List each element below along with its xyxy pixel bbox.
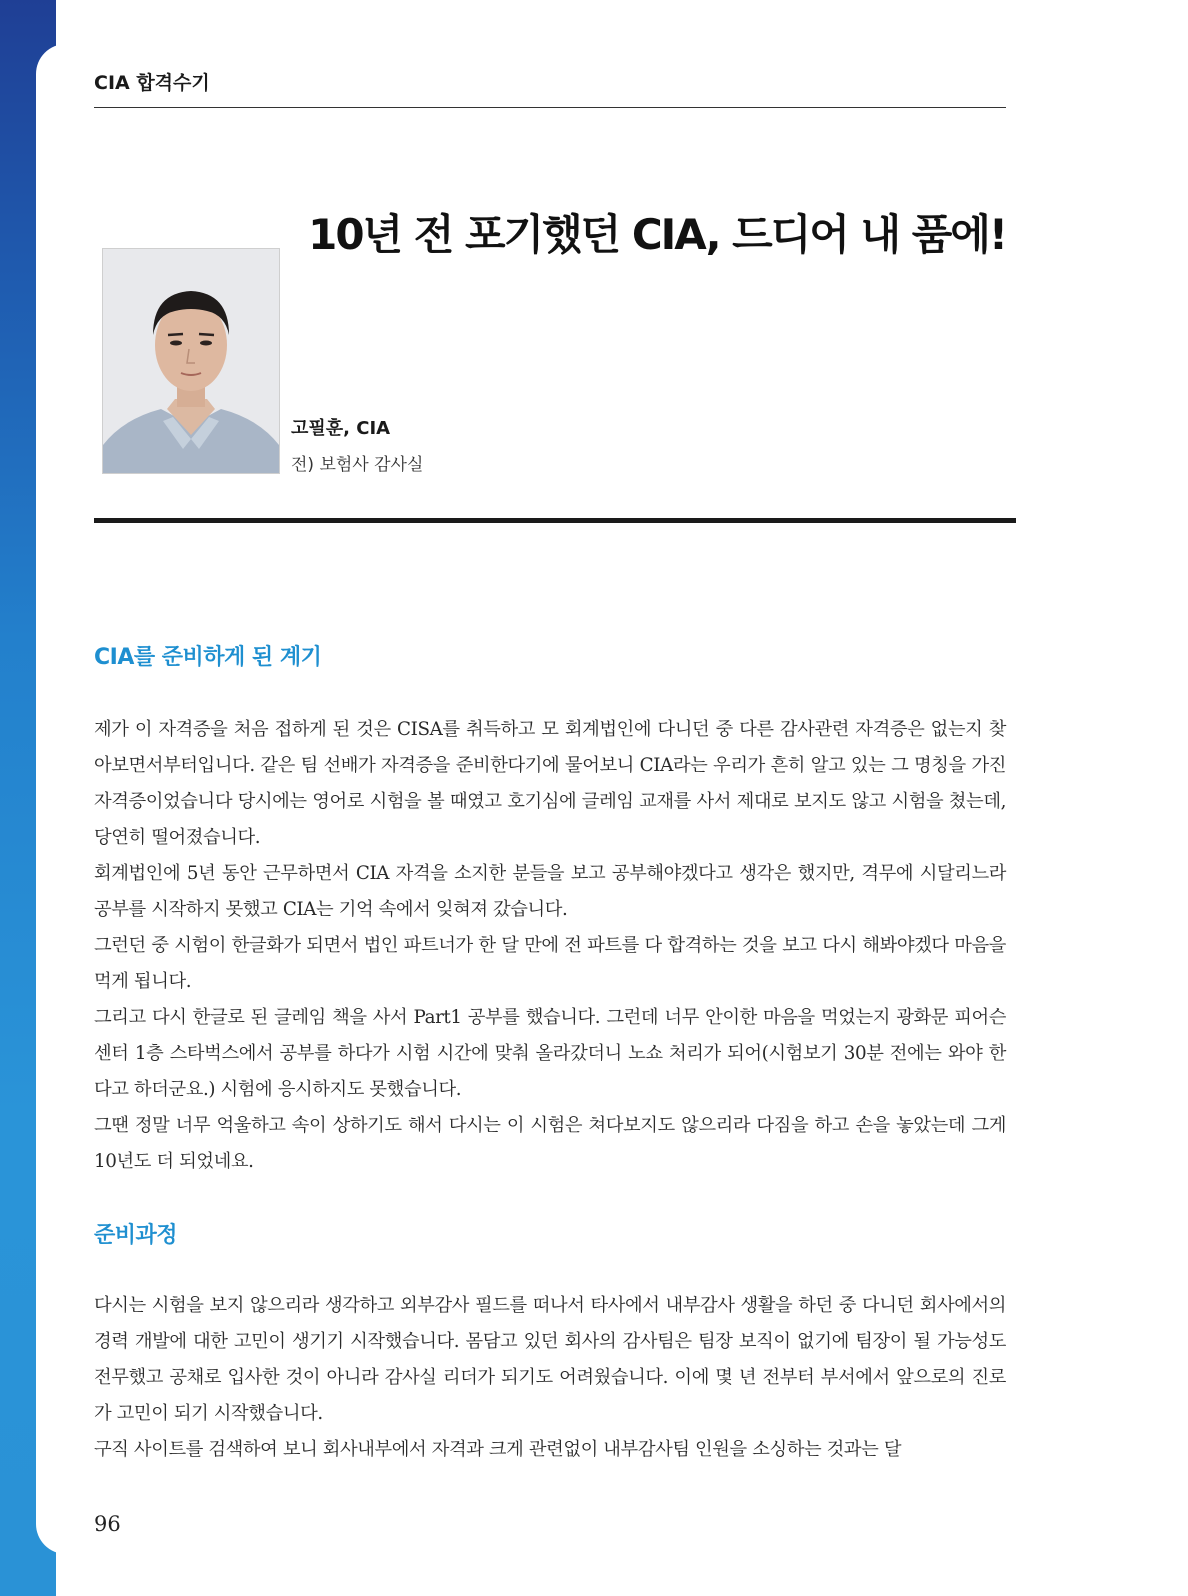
paragraph: 그리고 다시 한글로 된 글레임 책을 사서 Part1 공부를 했습니다. 그런데 너무 안이한 마음을 먹었는지 광화문 피어슨 센터 1층 스타벅스에서 공부를 하다가 시험 시간에 맞춰 올라갔더니 노쇼 처리가 되어(시험보기 30분 전에는 와야 한다고 하더군요.) 시험에 응시하지도 못했습니다. [94, 1007, 1006, 1100]
paragraph: 구직 사이트를 검색하여 보니 회사내부에서 자격과 크게 관련없이 내부감사팀 인원을 소싱하는 것과는 달 [94, 1439, 902, 1460]
author-photo [102, 248, 280, 474]
section-body-motivation [94, 712, 1006, 1180]
title-divider [94, 518, 1016, 523]
paragraph: 회계법인에 5년 동안 근무하면서 CIA 자격을 소지한 분들을 보고 공부해야겠다고 생각은 했지만, 격무에 시달리느라 공부를 시작하지 못했고 CIA는 기억 속에서 잊혀져 갔습니다. [94, 863, 1006, 920]
author-portrait-image [103, 249, 279, 473]
article-title: 10년 전 포기했던 CIA, 드디어 내 품에! [308, 210, 1006, 259]
author-position: 전) 보험사 감사실 [291, 455, 424, 475]
paragraph: 다시는 시험을 보지 않으리라 생각하고 외부감사 필드를 떠나서 타사에서 내부감사 생활을 하던 중 다니던 회사에서의 경력 개발에 대한 고민이 생기기 시작했습니다. 몸담고 있던 회사의 감사팀은 팀장 보직이 없기에 팀장이 될 가능성도 전무했고 공채로 입사한 것이 아니라 감사실 리더가 되기도 어려웠습니다. 이에 몇 년 전부터 부서에서 앞으로의 진로가 고민이 되기 시작했습니다. [94, 1295, 1007, 1424]
page-number: 96 [94, 1512, 121, 1536]
paragraph: 제가 이 자격증을 처음 접하게 된 것은 CISA를 취득하고 모 회계법인에 다니던 중 다른 감사관련 자격증은 없는지 찾아보면서부터입니다. 같은 팀 선배가 자격증을 준비한다기에 물어보니 CIA라는 우리가 흔히 알고 있는 그 명칭을 가진 자격증이었습니다 당시에는 영어로 시험을 볼 때였고 호기심에 글레임 교재를 사서 제대로 보지도 않고 시험을 쳤는데, 당연히 떨어졌습니다. [94, 719, 1006, 848]
paragraph: 그땐 정말 너무 억울하고 속이 상하기도 해서 다시는 이 시험은 쳐다보지도 않으리라 다짐을 하고 손을 놓았는데 그게 10년도 더 되었네요. [94, 1115, 1006, 1172]
section-body-preparation [94, 1288, 1006, 1468]
section-heading-preparation: 준비과정 [94, 1223, 178, 1248]
section-heading-motivation: CIA를 준비하게 된 계기 [94, 645, 322, 670]
author-name: 고필훈, CIA [291, 418, 391, 439]
section-label: CIA 합격수기 [94, 72, 210, 94]
paragraph: 그런던 중 시험이 한글화가 되면서 법인 파트너가 한 달 만에 전 파트를 다 합격하는 것을 보고 다시 해봐야겠다 마음을 먹게 됩니다. [94, 935, 1006, 992]
header-divider [94, 107, 1006, 108]
